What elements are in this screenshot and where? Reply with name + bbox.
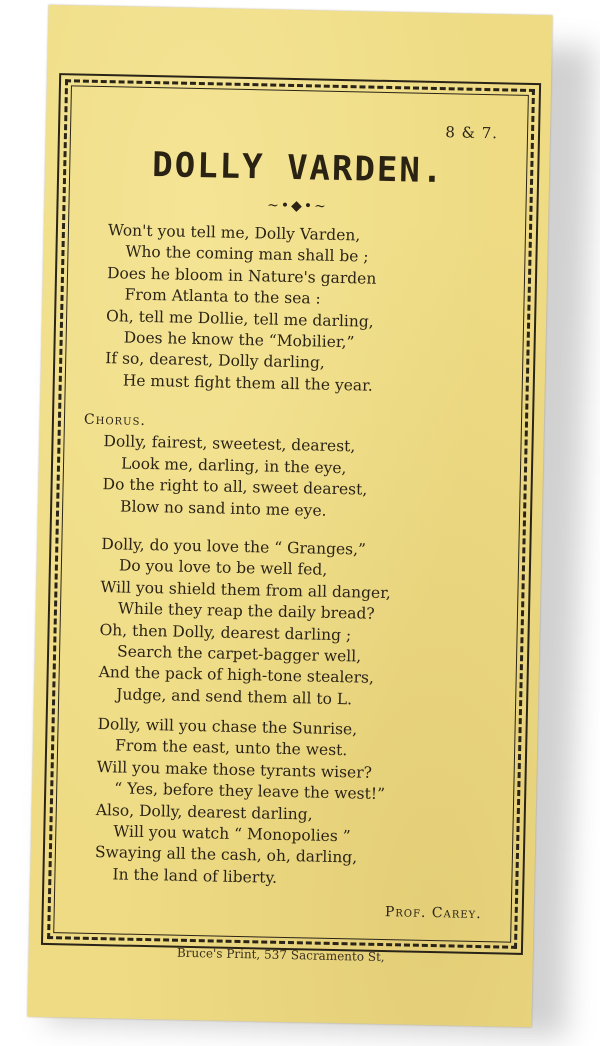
verse-line: Judge, and send them all to L. [116,685,353,709]
verse-line: Also, Dolly, dearest darling, [95,800,313,824]
chorus-line: Dolly, fairest, sweetest, dearest, [103,432,356,456]
verse-1 [105,220,378,397]
verse-line: He must fight them all the year. [122,371,373,395]
verse-line: In the land of liberty. [112,865,278,887]
verse-line: Do you love to be well fed, [118,556,328,580]
chorus-label: Chorus. [83,411,147,429]
verse-line: “ Yes, before they leave the west!” [114,779,386,804]
verse-line: From Atlanta to the sea : [124,285,321,308]
verse-line: Won't you tell me, Dolly Varden, [107,221,361,245]
verse-line: Swaying all the cash, oh, darling, [94,843,358,867]
verse-line: Will you watch “ Monopolies ” [113,822,351,846]
verse-line: Will you shield them from all danger, [100,577,392,602]
chorus-line: Look me, darling, in the eye, [120,454,347,477]
title-ornament: ~•◆•~ [266,197,329,215]
chorus-line: Do the right to all, sweet dearest, [102,475,368,499]
verse-line: Oh, then Dolly, dearest darling ; [99,620,352,644]
song-title: DOLLY VARDEN. [151,145,445,192]
hymn-meter: 8 & 7. [445,123,499,143]
verse-line: Oh, tell me Dollie, tell me darling, [105,306,374,331]
verse-line: From the east, unto the west. [114,736,348,760]
verse-line: Search the carpet-bagger well, [116,642,362,666]
verse-line: Dolly, do you love the “ Granges,” [101,535,367,559]
chorus [82,410,369,523]
song-sheet [27,5,552,1027]
verse-line: If so, dearest, Dolly darling, [105,349,325,373]
chorus-line: Blow no sand into me eye. [119,497,327,520]
author-signature: Prof. Carey. [384,904,482,923]
decorative-border [41,73,541,955]
verse-line: Who the coming man shall be ; [125,242,369,266]
verse-line: While they reap the daily bread? [117,599,375,624]
verse-3 [94,714,386,891]
verse-line: Dolly, will you chase the Sunrise, [97,715,358,739]
verse-line: And the pack of high-tone stealers, [98,663,375,688]
verse-2 [98,534,392,711]
printer-imprint: Bruce's Print, 537 Sacramento St, [176,945,385,965]
verse-line: Does he know the “Mobilier,” [123,328,355,352]
verse-line: Will you make those tyrants wiser? [96,757,373,782]
verse-line: Does he bloom in Nature's garden [106,263,377,288]
